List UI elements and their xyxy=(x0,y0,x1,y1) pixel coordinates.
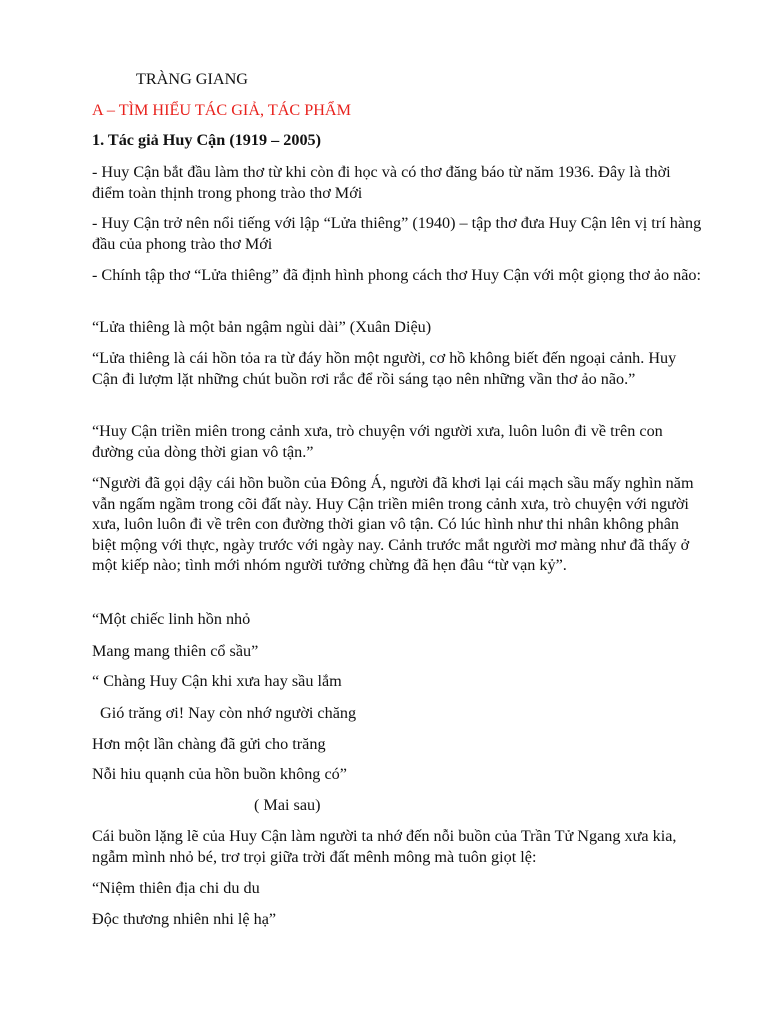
section-heading: A – TÌM HIỂU TÁC GIẢ, TÁC PHẨM xyxy=(92,101,352,119)
poem-line: Độc thương nhiên nhi lệ hạ” xyxy=(92,910,277,928)
poem-line: Hơn một lần chàng đã gửi cho trăng xyxy=(92,735,326,753)
paragraph: - Huy Cận bắt đầu làm thơ từ khi còn đi học và có thơ đăng báo từ năm 1936. Đây là thời điểm toàn thịnh trong phong trào thơ Mới xyxy=(92,163,671,202)
poem-line: “ Chàng Huy Cận khi xưa hay sầu lắm xyxy=(92,672,342,690)
quote-paragraph: “Huy Cận triền miên trong cảnh xưa, trò chuyện với người xưa, luôn luôn đi về trên con đường của dòng thời gian vô tận.” xyxy=(92,422,663,461)
paragraph: - Huy Cận trở nên nổi tiếng với lập “Lửa thiêng” (1940) – tập thơ đưa Huy Cận lên vị trí hàng đầu của phong trào thơ Mới xyxy=(92,214,702,253)
poem-line: Mang mang thiên cổ sầu” xyxy=(92,642,259,660)
paragraph: Cái buồn lặng lẽ của Huy Cận làm người ta nhớ đến nỗi buồn của Trần Tử Ngang xưa kia, ngẫm mình nhỏ bé, trơ trọi giữa trời đất mênh mông mà tuôn giọt lệ: xyxy=(92,827,677,866)
quote-line: “Lửa thiêng là một bản ngậm ngùi dài” (Xuân Diệu) xyxy=(92,318,432,336)
poem-line: Gió trăng ơi! Nay còn nhớ người chăng xyxy=(100,704,357,722)
quote-paragraph: “Người đã gọi dậy cái hồn buồn của Đông Á, người đã khơi lại cái mạch sầu mấy nghìn năm vẫn ngấm ngầm trong cõi đất này. Huy Cận triền miên trong cảnh xưa, trò chuyện với người xưa, luôn luôn đi về trên con đường thời gian vô tận. Có lúc hình như thi nhân không phân biệt mộng với thực, ngày trước với ngày nay. Cảnh trước mắt người mơ màng như đã thấy ở một kiếp nào; tình mới nhóm người tưởng chừng đã hẹn đâu “từ vạn kỷ”. xyxy=(92,474,694,574)
poem-line: “Niệm thiên địa chi du du xyxy=(92,879,260,897)
quote-paragraph: “Lửa thiêng là cái hồn tỏa ra từ đáy hồn một người, cơ hồ không biết đến ngoại cảnh. Huy Cận đi lượm lặt những chút buồn rơi rắc để rồi sáng tạo nên những vần thơ ảo não.” xyxy=(92,349,677,388)
author-subheading: 1. Tác giả Huy Cận (1919 – 2005) xyxy=(92,131,322,149)
poem-line: Nỗi hiu quạnh của hồn buồn không có” xyxy=(92,765,347,783)
poem-line: “Một chiếc linh hồn nhỏ xyxy=(92,610,251,628)
poem-citation: ( Mai sau) xyxy=(254,796,321,814)
document-title: TRÀNG GIANG xyxy=(136,70,248,88)
paragraph: - Chính tập thơ “Lửa thiêng” đã định hình phong cách thơ Huy Cận với một giọng thơ ảo não: xyxy=(92,266,702,284)
